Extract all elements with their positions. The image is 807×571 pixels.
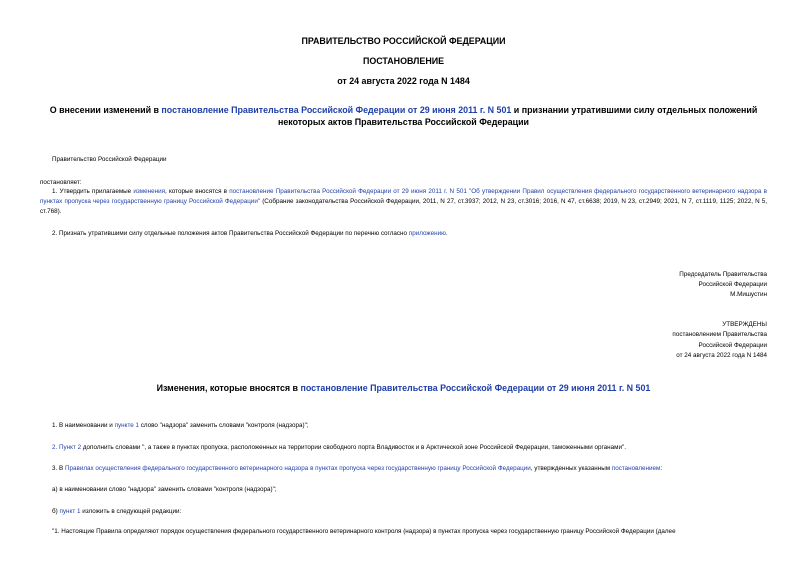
paragraph-2	[52, 229, 767, 239]
i1-suffix: слово "надзора" заменить словами "контроля (надзора)";	[139, 422, 309, 429]
quoted-rule-text: "1. Настоящие Правила определяют порядок осуществления федерального государственного ветеринарного контроля (надзора) в пунктах пропуска через государственную границу Российской Федерации (далее	[52, 528, 676, 535]
change-item-2	[52, 443, 626, 453]
title-suffix: и признании утратившими силу отдельных положений	[511, 105, 758, 115]
appendix-link[interactable]: приложению	[408, 230, 446, 237]
government-heading: ПРАВИТЕЛЬСТВО РОССИЙСКОЙ ФЕДЕРАЦИИ	[301, 36, 506, 46]
title-line-2: некоторых актов Правительства Российской Федерации	[277, 117, 530, 127]
p2-suffix: .	[445, 230, 448, 237]
title-prefix: О внесении изменений в	[49, 105, 162, 115]
ib-prefix: б)	[52, 508, 60, 515]
change-item-1	[52, 421, 309, 431]
change-item-a: а) в наименовании слово "надзора" заменить словами "контроля (надзора)";	[52, 486, 277, 493]
title-decree-link[interactable]: постановление Правительства Российской Федерации от 29 июня 2011 г. N 501	[161, 105, 512, 115]
changes-title	[0, 382, 807, 394]
approved-line-1: УТВЕРЖДЕНЫ	[722, 321, 767, 328]
change-item-b	[52, 507, 181, 517]
p1-middle: , которые вносятся в	[165, 188, 230, 195]
ib-suffix: изложить в следующей редакции:	[80, 508, 182, 515]
document-date-number: от 24 августа 2022 года N 1484	[337, 76, 470, 86]
rules-link[interactable]: Правилах осуществления федерального государственного ветеринарного надзора в пунктах пропуска через государственную границу Российской Федерации	[64, 465, 531, 472]
document-type: ПОСТАНОВЛЕНИЕ	[362, 56, 445, 66]
approved-line-3: Российской Федерации	[698, 342, 767, 349]
decree-501-link[interactable]: постановление Правительства Российской Федерации от 29 июня 2011 г. N 501	[229, 188, 467, 195]
changes-link[interactable]: изменения	[133, 188, 166, 195]
i3-suffix: :	[660, 465, 663, 472]
i3-prefix: 3. В	[52, 465, 65, 472]
decree-501-title-link[interactable]: "Об утверждении Правил осуществления федерального государственного ветеринарного надзора в пунктах пропуска через государственную границу Российской Федерации"	[40, 188, 767, 205]
point-1-link-b[interactable]: пункт 1	[59, 508, 81, 515]
approved-line-4: от 24 августа 2022 года N 1484	[676, 352, 767, 359]
signature-name: М.Мишустин	[730, 291, 767, 298]
i1-prefix: 1. В наименовании и	[52, 422, 115, 429]
change-item-3	[52, 464, 662, 474]
document-title	[0, 104, 807, 116]
resolution-link[interactable]: постановлением	[611, 465, 661, 472]
changes-title-prefix: Изменения, которые вносятся в	[156, 383, 301, 393]
signature-role-2: Российской Федерации	[698, 281, 767, 288]
p1-suffix: (Собрание законодательства Российской Федерации, 2011, N 27, ст.3937; 2012, N 23, ст.3016; 2016, N 47, ст.6638; 2019, N 23, ст.2949; 2021, N 7, ст.1119, 1125; 2022, N 5, ст.768).	[40, 197, 768, 215]
i2-suffix: дополнить словами ", а также в пунктах пропуска, расположенных на территории свободного порта Владивосток и в Арктической зоне Российской Федерации, таможенными органами".	[81, 444, 626, 451]
government-label: Правительство Российской Федерации	[52, 156, 167, 163]
signature-role-1: Председатель Правительства	[679, 271, 767, 278]
approved-line-2: постановлением Правительства	[672, 331, 767, 338]
point-1-link[interactable]: пункте 1	[114, 422, 140, 429]
decrees-label: постановляет:	[40, 179, 82, 186]
point-2-link[interactable]: 2. Пункт 2	[52, 444, 82, 451]
p1-prefix: 1. Утвердить прилагаемые	[52, 188, 134, 195]
paragraph-1	[40, 187, 767, 216]
p2-prefix: 2. Признать утратившими силу отдельные положения актов Правительства Российской Федерации по перечню согласно	[52, 230, 409, 237]
changes-title-decree-link[interactable]: постановление Правительства Российской Федерации от 29 июня 2011 г. N 501	[300, 383, 651, 393]
i3-middle: , утвержденных указанным	[530, 465, 612, 472]
